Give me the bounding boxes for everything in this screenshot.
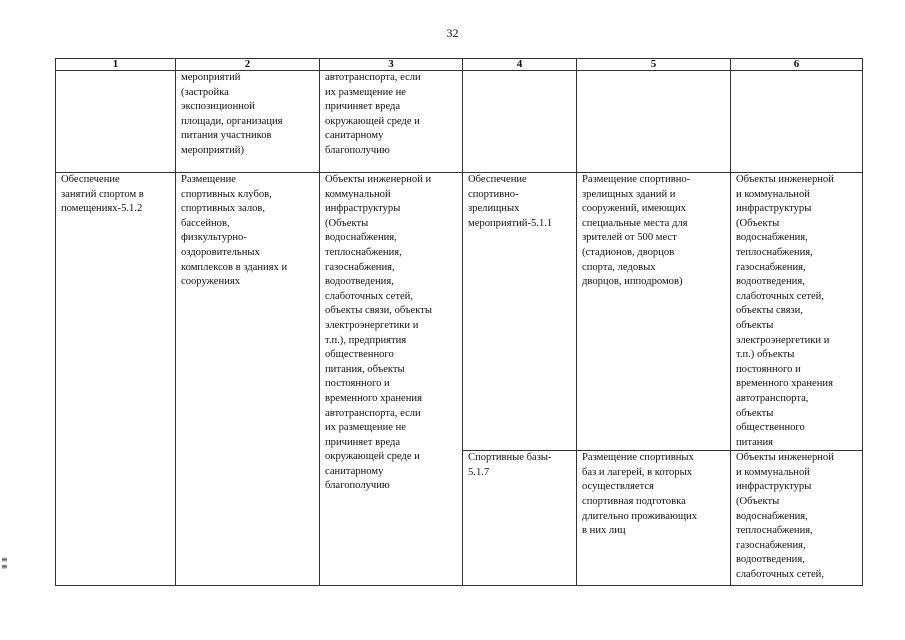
table-cell <box>56 173 176 586</box>
column-header: 2 <box>176 59 320 71</box>
cell-text: Размещение спортивно- зрелищных зданий и сооружений, имеющих специальные места для зрителей от 500 мест (стадионов, дворцов спорта, ледовых дворцов, ипподромов) <box>582 174 691 288</box>
table-cell <box>463 71 577 173</box>
table-cell <box>577 71 731 173</box>
cell-text: Обеспечение занятий спортом в помещениях-5.1.2 <box>61 174 144 215</box>
table-cell <box>463 173 577 451</box>
column-header: 6 <box>731 59 863 71</box>
cell-text: Объекты инженерной и коммунальной инфраструктуры (Объекты водоснабжения, теплоснабжения, газоснабжения, водоотведения, слаботочных сетей, объекты связи, объекты электроэнергетики и т.п.) объекты постоянного и временного хранения автотранспорта, объекты общественного питания <box>736 174 834 448</box>
table-row <box>56 173 863 451</box>
table-cell <box>176 173 320 586</box>
table-cell <box>320 173 463 586</box>
column-header: 1 <box>56 59 176 71</box>
land-use-table <box>55 58 863 586</box>
margin-mark: ≡ ≡ <box>1 555 8 571</box>
cell-text: Обеспечение спортивно- зрелищных мероприятий-5.1.1 <box>468 174 553 229</box>
cell-text: Размещение спортивных баз и лагерей, в которых осуществляется спортивная подготовка длительно проживающих в них лиц <box>582 452 697 537</box>
table-cell <box>56 71 176 173</box>
table-cell <box>731 71 863 173</box>
cell-text: Объекты инженерной и коммунальной инфраструктуры (Объекты водоснабжения, теплоснабжения, газоснабжения, водоотведения, слаботочных сетей, <box>736 452 834 581</box>
cell-text: автотранспорта, если их размещение не причиняет вреда окружающей среде и санитарному благополучию <box>325 72 421 156</box>
cell-text: Размещение спортивных клубов, спортивных залов, бассейнов, физкультурно- оздоровительных комплексов в зданиях и сооружениях <box>181 174 288 288</box>
table-cell <box>577 451 731 586</box>
table-cell <box>731 451 863 586</box>
column-header: 5 <box>577 59 731 71</box>
column-header: 4 <box>463 59 577 71</box>
table-cell <box>577 173 731 451</box>
table-row <box>56 71 863 173</box>
cell-text: мероприятий (застройка экспозиционной площади, организация питания участников мероприятий) <box>181 72 283 156</box>
table-cell <box>176 71 320 173</box>
table-cell <box>320 71 463 173</box>
table-header-row <box>56 59 863 71</box>
cell-text: Спортивные базы- 5.1.7 <box>468 452 552 478</box>
cell-text: Объекты инженерной и коммунальной инфраструктуры (Объекты водоснабжения, теплоснабжения, газоснабжения, водоотведения, слаботочных сетей, объекты связи, объекты электроэнергетики и т.п.), предприятия общественного питания, объекты постоянного и временного хранения автотранспорта, если их размещение не причиняет вреда окружающей среде и санитарному благополучию <box>325 174 432 492</box>
page-number: 32 <box>446 26 459 40</box>
table-cell <box>463 451 577 586</box>
column-header: 3 <box>320 59 463 71</box>
table-cell <box>731 173 863 451</box>
